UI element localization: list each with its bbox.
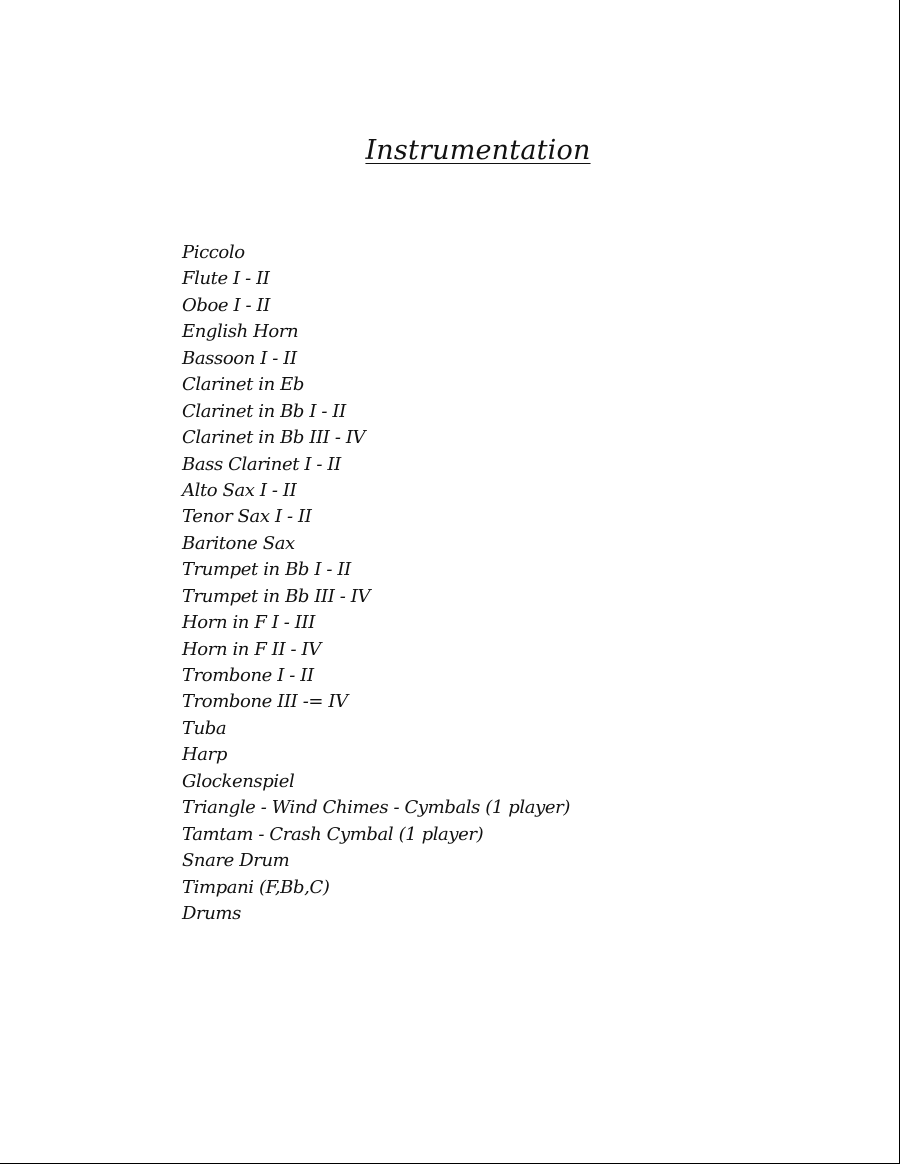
instrument-item: Trombone I - II (182, 665, 314, 686)
instrument-item: Clarinet in Bb III - IV (182, 427, 366, 449)
instrument-item: Tuba (182, 717, 227, 739)
instrument-item: English Horn (182, 321, 299, 343)
instrument-item: Bass Clarinet I - II (182, 453, 341, 475)
instrument-item: Timpani (F,Bb,C) (182, 876, 330, 898)
instrument-item: Harp (182, 744, 227, 766)
instrument-item: Drums (182, 902, 241, 924)
instrument-item: Flute I - II (182, 268, 270, 290)
instrument-item: Glockenspiel (182, 770, 295, 792)
instrument-item: Horn in F II - IV (182, 638, 321, 660)
instrument-item: Alto Sax I - II (182, 479, 297, 501)
instrument-item: Bassoon I - II (182, 347, 297, 369)
instrument-list (182, 240, 570, 927)
instrument-item: Clarinet in Bb I - II (182, 400, 346, 422)
instrument-item: Snare Drum (182, 850, 290, 872)
instrument-item: Tamtam - Crash Cymbal (1 player) (182, 823, 484, 845)
instrument-item: Trumpet in Bb I - II (182, 559, 351, 581)
instrument-item: Horn in F I - III (182, 612, 315, 634)
instrument-item: Tenor Sax I - II (182, 506, 312, 528)
instrument-item: Clarinet in Eb (182, 374, 304, 396)
instrument-item: Trombone III -= IV (182, 691, 348, 713)
instrument-item: Baritone Sax (182, 532, 295, 554)
page-title: Instrumentation (365, 135, 591, 166)
instrument-item: Piccolo (182, 242, 245, 263)
instrument-item: Trumpet in Bb III - IV (182, 585, 371, 607)
instrument-item: Oboe I - II (182, 294, 270, 316)
instrument-item: Triangle - Wind Chimes - Cymbals (1 player) (182, 797, 570, 819)
